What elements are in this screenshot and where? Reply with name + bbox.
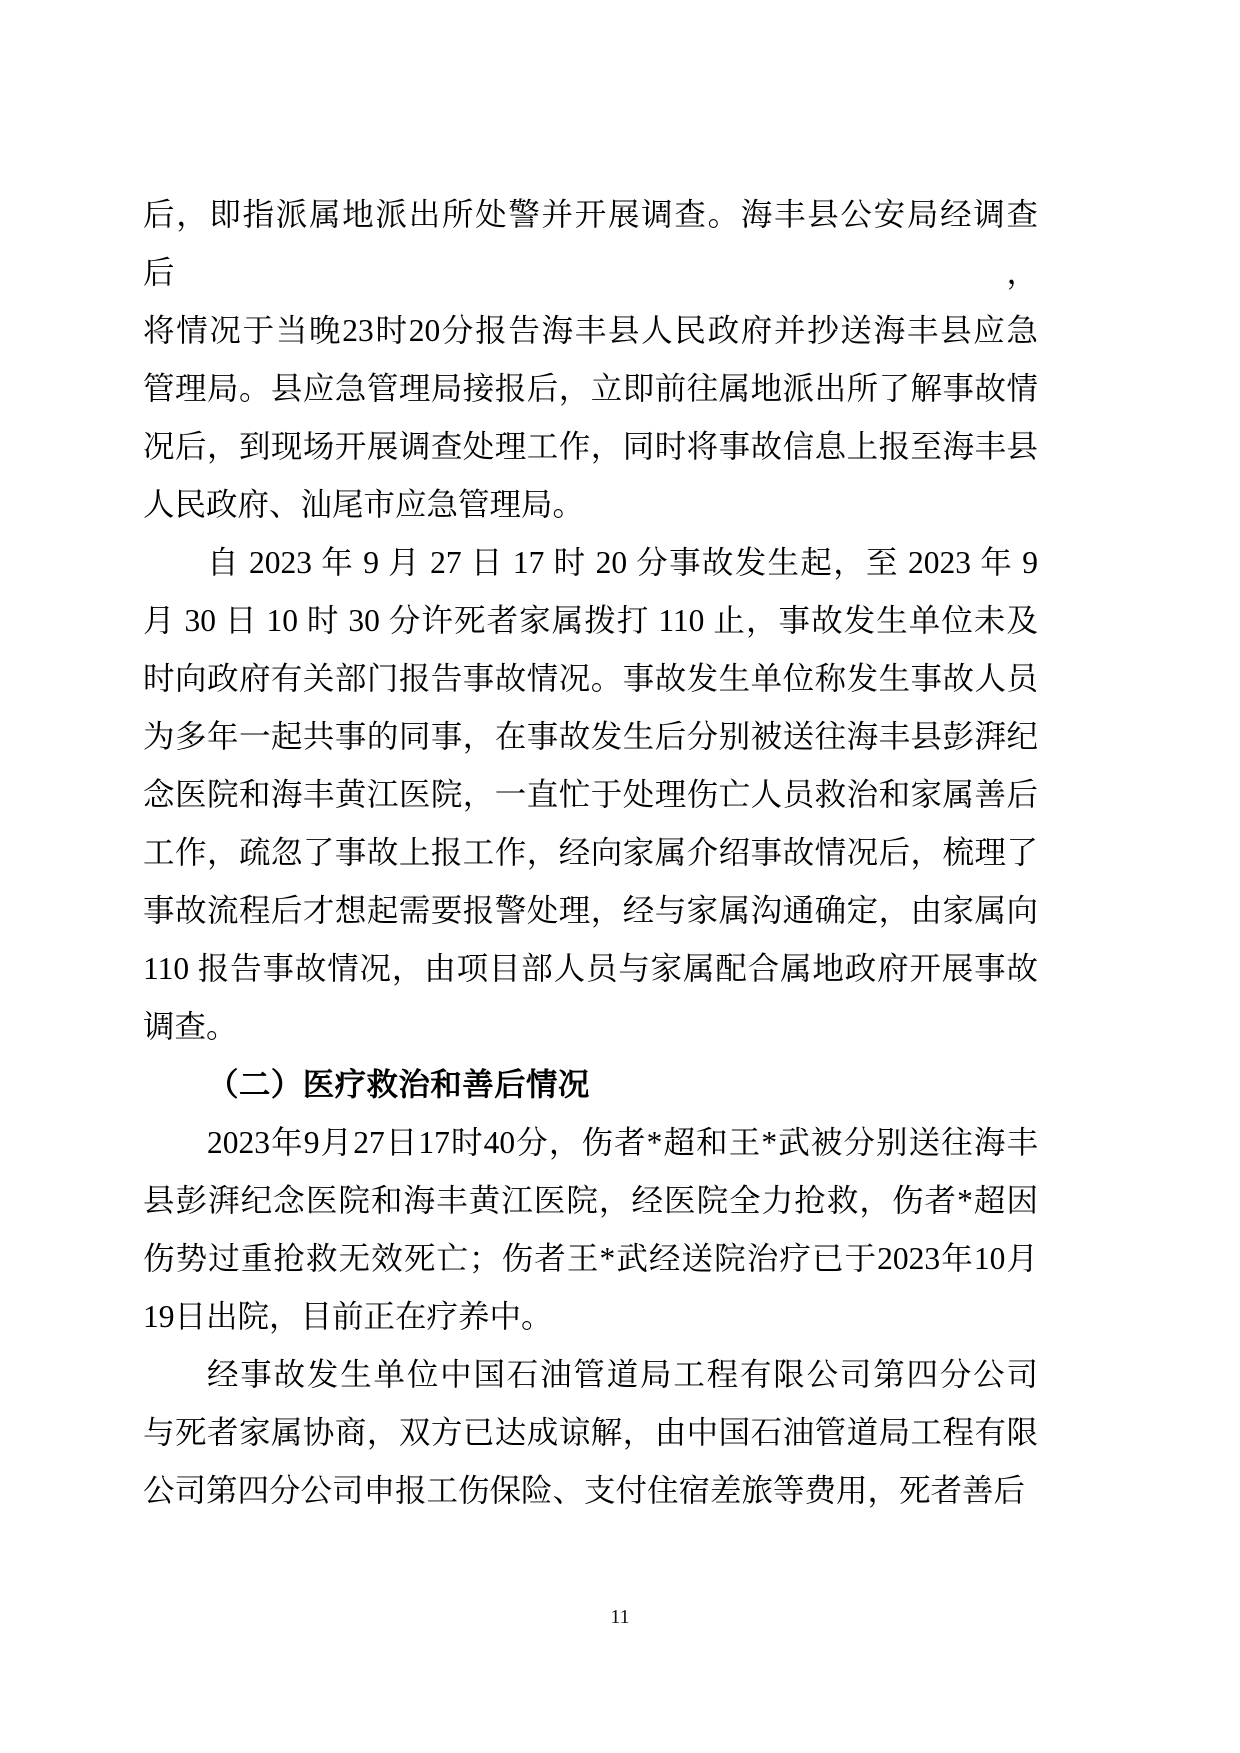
para-medical-treatment — [143, 1114, 1038, 1346]
text-line: 为多年一起共事的同事，在事故发生后分别被送往海丰县彭湃纪 — [143, 719, 1038, 754]
text-line: 月 30 日 10 时 30 分许死者家属拨打 110 止，事故发生单位未及 — [143, 603, 1038, 638]
para-reporting-chain — [143, 186, 1038, 534]
text-line: 后，即指派属地派出所处警并开展调查。海丰县公安局经调查后， — [143, 197, 1038, 290]
text-line: 管理局。县应急管理局接报后，立即前往属地派出所了解事故情 — [143, 371, 1038, 406]
text-line: 将情况于当晚23时20分报告海丰县人民政府并抄送海丰县应急 — [143, 313, 1038, 348]
heading-medical-aftercare: （二）医疗救治和善后情况 — [207, 1067, 590, 1102]
text-line: 人民政府、汕尾市应急管理局。 — [143, 487, 585, 522]
text-line: 县彭湃纪念医院和海丰黄江医院，经医院全力抢救，伤者*超因 — [143, 1183, 1038, 1218]
text-line: 19日出院，目前正在疗养中。 — [143, 1299, 553, 1334]
text-line: 念医院和海丰黄江医院，一直忙于处理伤亡人员救治和家属善后 — [143, 777, 1038, 812]
page-number: 11 — [610, 1606, 630, 1628]
para-delayed-report — [143, 534, 1038, 1056]
text-line: 2023年9月27日17时40分，伤者*超和王*武被分别送往海丰 — [207, 1125, 1038, 1160]
para-settlement — [143, 1346, 1038, 1520]
text-line: 与死者家属协商，双方已达成谅解，由中国石油管道局工程有限 — [143, 1415, 1038, 1450]
text-line: 事故流程后才想起需要报警处理，经与家属沟通确定，由家属向 — [143, 893, 1038, 928]
text-line: 调查。 — [143, 1009, 238, 1044]
text-line: 工作，疏忽了事故上报工作，经向家属介绍事故情况后，梳理了 — [143, 835, 1038, 870]
text-line: 况后，到现场开展调查处理工作，同时将事故信息上报至海丰县 — [143, 429, 1038, 464]
text-line: 公司第四分公司申报工伤保险、支付住宿差旅等费用，死者善后 — [143, 1473, 1026, 1508]
text-line: 伤势过重抢救无效死亡；伤者王*武经送院治疗已于2023年10月 — [143, 1241, 1038, 1276]
text-line: 经事故发生单位中国石油管道局工程有限公司第四分公司 — [207, 1357, 1038, 1392]
text-line: 110 报告事故情况，由项目部人员与家属配合属地政府开展事故 — [143, 951, 1038, 986]
document-body — [143, 186, 1038, 1520]
text-line: 自 2023 年 9 月 27 日 17 时 20 分事故发生起，至 2023 年 9 — [207, 545, 1038, 580]
text-line: 时向政府有关部门报告事故情况。事故发生单位称发生事故人员 — [143, 661, 1038, 696]
